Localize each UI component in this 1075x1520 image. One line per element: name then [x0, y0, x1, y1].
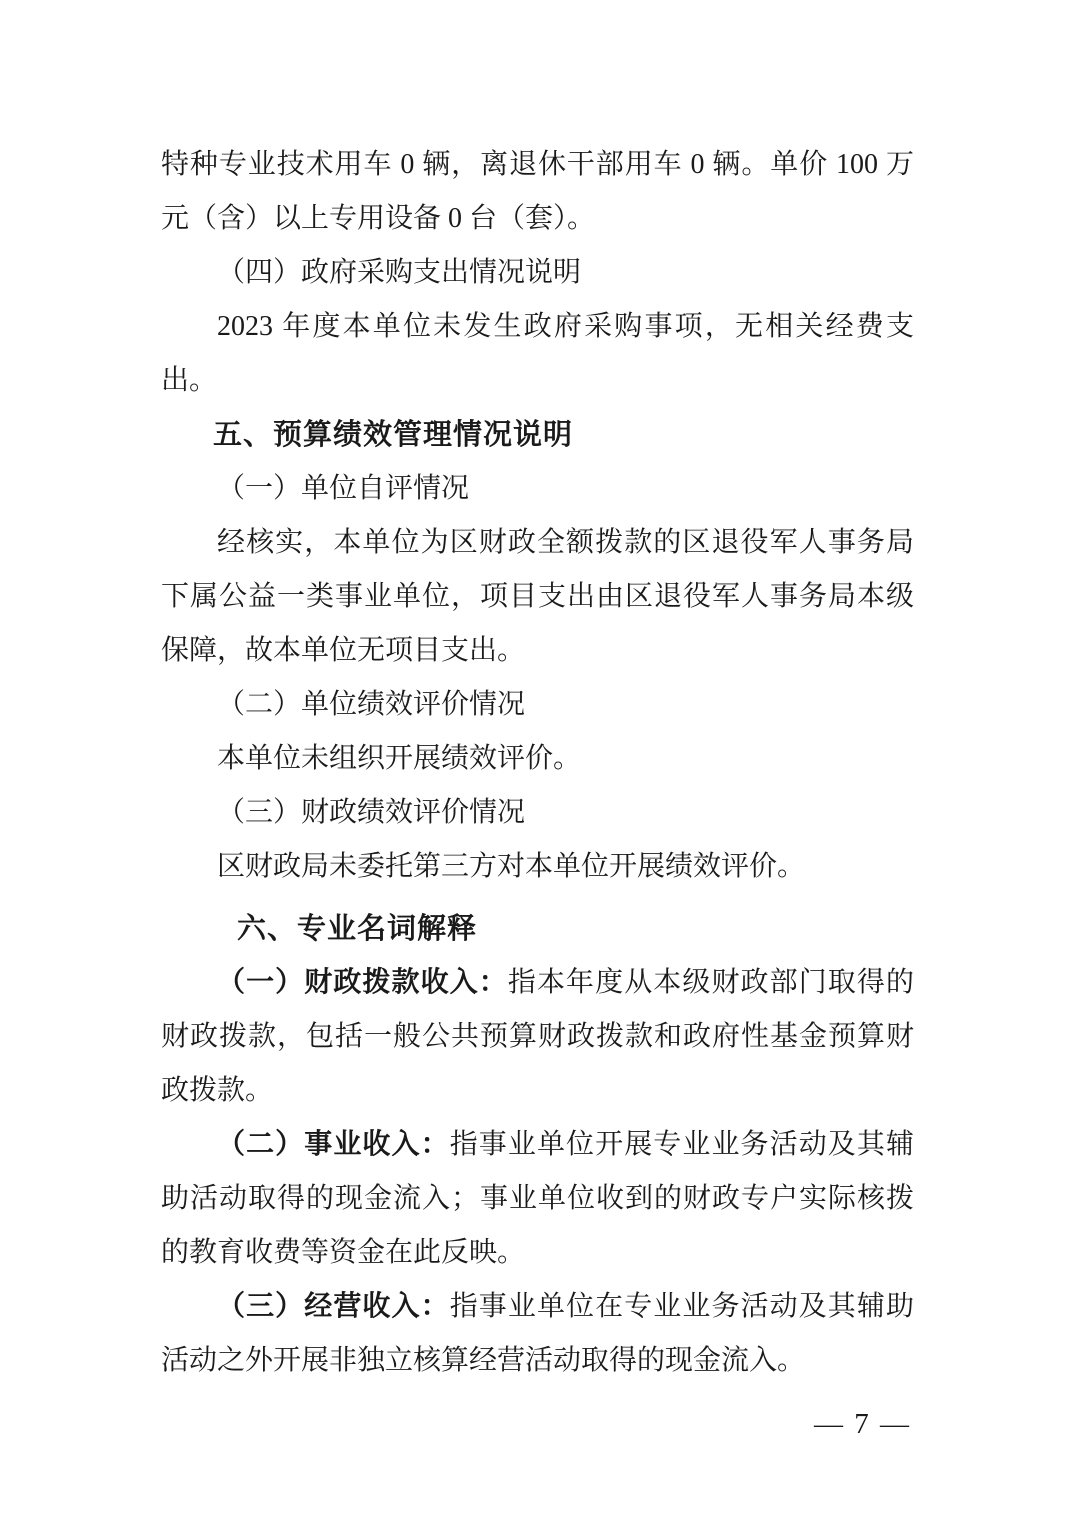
term-text: 指本年度从本级财政部门取得的 — [507, 967, 914, 998]
document-body — [161, 138, 914, 1388]
para-unit-performance-eval: 本单位未组织开展绩效评价。 — [217, 743, 582, 774]
text-line: 2023 年度本单位未发生政府采购事项，无相关经费支 — [217, 311, 914, 342]
term-def-business-income — [161, 1118, 914, 1280]
text-line: 元（含）以上专用设备 0 台（套）。 — [161, 203, 596, 234]
para-gov-procurement — [161, 300, 914, 408]
para-special-vehicles — [161, 138, 914, 246]
text-line: 经核实，本单位为区财政全额拨款的区退役军人事务局 — [217, 527, 914, 558]
subheading-unit-performance-eval: （二）单位绩效评价情况 — [217, 689, 526, 720]
section-heading-5: 五、预算绩效管理情况说明 — [213, 419, 574, 451]
term-label: （三）经营收入： — [217, 1291, 450, 1322]
text-line — [161, 1118, 914, 1172]
term-def-fiscal-appropriation — [161, 956, 914, 1118]
subheading-fiscal-performance-eval: （三）财政绩效评价情况 — [217, 797, 526, 828]
text-line: 保障，故本单位无项目支出。 — [161, 635, 526, 666]
subheading-unit-self-eval: （一）单位自评情况 — [217, 473, 470, 504]
term-label: （一）财政拨款收入： — [217, 967, 508, 998]
para-fiscal-performance-eval: 区财政局未委托第三方对本单位开展绩效评价。 — [217, 851, 806, 882]
text-line: 特种专业技术用车 0 辆，离退休干部用车 0 辆。单价 100 万 — [161, 149, 914, 180]
term-label: （二）事业收入： — [217, 1129, 450, 1160]
text-line: 的教育收费等资金在此反映。 — [161, 1237, 526, 1268]
subheading-gov-procurement: （四）政府采购支出情况说明 — [217, 257, 582, 288]
text-line: 财政拨款，包括一般公共预算财政拨款和政府性基金预算财 — [161, 1021, 914, 1052]
para-unit-self-eval — [161, 516, 914, 678]
text-line — [161, 956, 914, 1010]
text-line — [161, 1280, 914, 1334]
text-line: 政拨款。 — [161, 1075, 274, 1106]
term-text: 指事业单位开展专业业务活动及其辅 — [449, 1129, 914, 1160]
text-line: 活动之外开展非独立核算经营活动取得的现金流入。 — [161, 1345, 806, 1376]
page-number: — 7 — — [814, 1408, 911, 1440]
text-line: 出。 — [161, 365, 218, 396]
text-line: 助活动取得的现金流入；事业单位收到的财政专户实际核拨 — [161, 1183, 914, 1214]
section-heading-6: 六、专业名词解释 — [237, 913, 478, 945]
text-line: 下属公益一类事业单位，项目支出由区退役军人事务局本级 — [161, 581, 914, 612]
term-text: 指事业单位在专业业务活动及其辅助 — [449, 1291, 914, 1322]
term-def-operating-income — [161, 1280, 914, 1388]
